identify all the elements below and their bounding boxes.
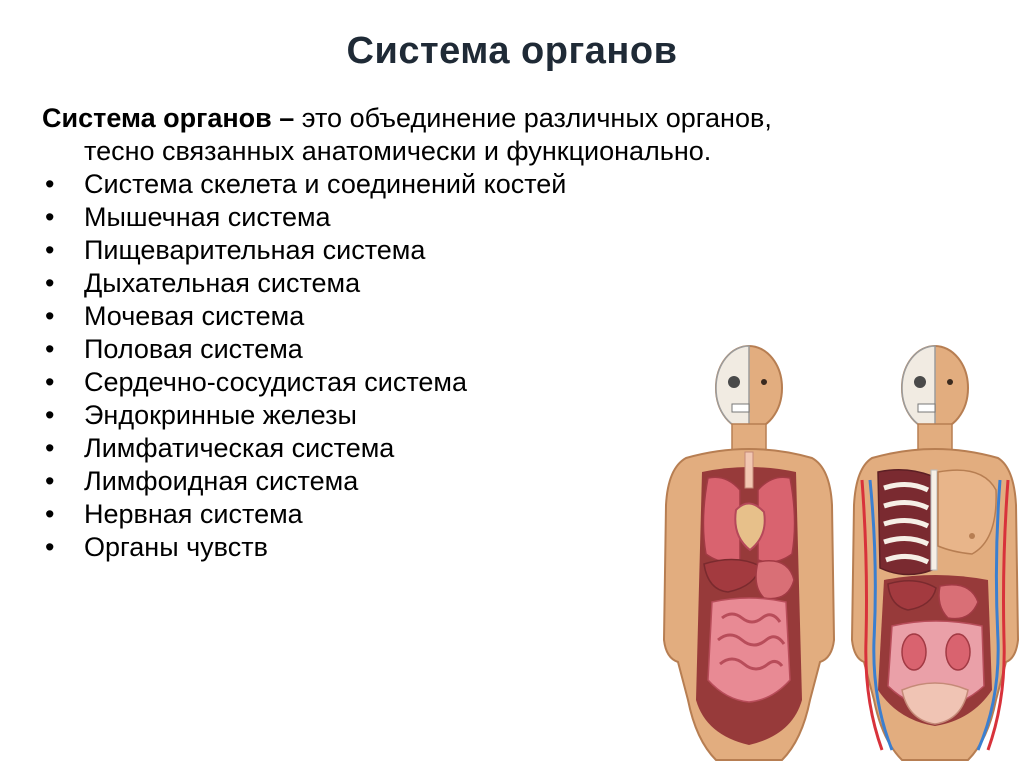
list-item: • Половая система: [42, 333, 566, 366]
list-item: • Эндокринные железы: [42, 399, 566, 432]
list-item: • Дыхательная система: [42, 267, 566, 300]
anatomy-illustration: [652, 340, 1024, 767]
list-item: • Органы чувств: [42, 531, 566, 564]
list-item: • Лимфоидная система: [42, 465, 566, 498]
organ-systems-list: [42, 168, 566, 564]
slide-title: Система органов: [346, 30, 678, 72]
torso-figure-right: [852, 346, 1018, 760]
list-item: • Пищеварительная система: [42, 234, 566, 267]
list-item: • Мочевая система: [42, 300, 566, 333]
list-item: • Мышечная система: [42, 201, 566, 234]
torso-figure-left: [664, 346, 834, 760]
definition-paragraph: [42, 102, 1002, 168]
definition-text-line2: тесно связанных анатомически и функционально.: [84, 136, 712, 166]
list-item: • Система скелета и соединений костей: [42, 168, 566, 201]
definition-text-line1: это объединение различных органов,: [294, 103, 772, 133]
list-item: • Нервная система: [42, 498, 566, 531]
list-item: • Сердечно-сосудистая система: [42, 366, 566, 399]
list-item: • Лимфатическая система: [42, 432, 566, 465]
definition-term: Система органов –: [42, 103, 295, 133]
